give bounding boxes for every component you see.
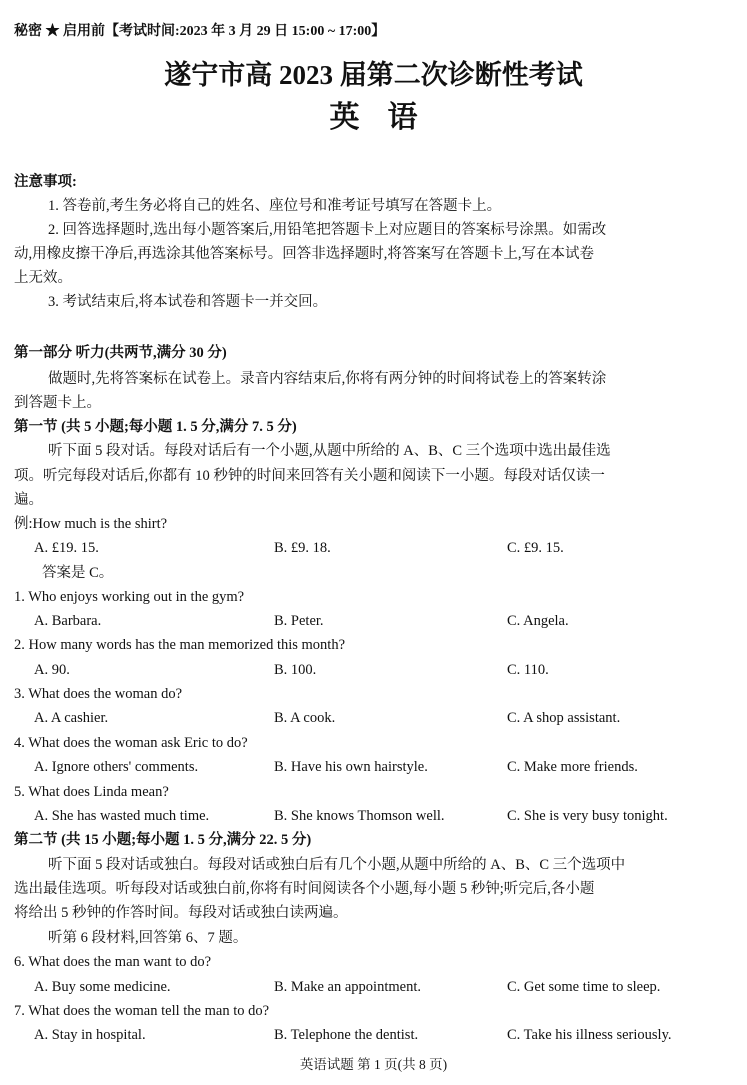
- section1-heading: [14, 417, 297, 437]
- q7-option-c: C. Take his illness seriously.: [507, 1027, 672, 1043]
- page-footer: 英语试题 第 1 页(共 8 页): [299, 1057, 448, 1072]
- question-1: 1. Who enjoys working out in the gym?: [14, 589, 245, 605]
- note-3: 3. 考试结束后,将本试卷和答题卡一并交回。: [48, 294, 328, 310]
- example-option-a: A. £19. 15.: [34, 540, 99, 556]
- q4-option-a: A. Ignore others' comments.: [34, 759, 199, 775]
- q5-option-c: C. She is very busy tonight.: [507, 808, 668, 824]
- q1-option-c: C. Angela.: [507, 613, 569, 629]
- q3-option-a: A. A cashier.: [34, 710, 109, 726]
- q7-option-a: A. Stay in hospital.: [34, 1027, 146, 1043]
- example-option-c: C. £9. 15.: [507, 540, 564, 556]
- section1-intro-line-1: 听下面 5 段对话。每段对话后有一个小题,从题中所给的 A、B、C 三个选项中选出最佳选: [48, 443, 611, 459]
- part1-heading: 第一部分 听力(共两节,满分 30 分): [14, 345, 227, 361]
- question-2: 2. How many words has the man memorized this month?: [14, 637, 346, 653]
- example-answer: 答案是 C。: [42, 565, 114, 581]
- note-2-line-2: 动,用橡皮擦干净后,再选涂其他答案标号。回答非选择题时,将答案写在答题卡上,写在本试卷: [14, 246, 594, 262]
- question-4: 4. What does the woman ask Eric to do?: [14, 735, 248, 751]
- question-3: 3. What does the woman do?: [14, 686, 183, 702]
- q5-option-b: B. She knows Thomson well.: [274, 808, 445, 824]
- part1-intro-line-2: 到答题卡上。: [14, 395, 101, 411]
- note-1: 1. 答卷前,考生务必将自己的姓名、座位号和准考证号填写在答题卡上。: [48, 198, 502, 214]
- section2-intro-line-3: 将给出 5 秒钟的作答时间。每段对话或独白读两遍。: [14, 905, 348, 921]
- q7-option-b: B. Telephone the dentist.: [274, 1027, 419, 1043]
- note-2-line-1: 2. 回答选择题时,选出每小题答案后,用铅笔把答题卡上对应题目的答案标号涂黑。如需改: [48, 222, 607, 238]
- question-5: 5. What does Linda mean?: [14, 784, 169, 800]
- q1-option-a: A. Barbara.: [34, 613, 102, 629]
- q1-option-b: B. Peter.: [274, 613, 324, 629]
- section2-intro-line-1: 听下面 5 段对话或独白。每段对话或独白后有几个小题,从题中所给的 A、B、C 三个选项中: [48, 857, 626, 873]
- section2-heading: [14, 830, 311, 850]
- q2-option-a: A. 90.: [34, 662, 70, 678]
- q6-option-b: B. Make an appointment.: [274, 979, 421, 995]
- note-2-line-3: 上无效。: [14, 270, 72, 286]
- section2-intro-line-2: 选出最佳选项。听每段对话或独白前,你将有时间阅读各个小题,每小题 5 秒钟;听完后,各小题: [14, 881, 595, 897]
- material-6-instruction: 听第 6 段材料,回答第 6、7 题。: [48, 930, 248, 946]
- q3-option-c: C. A shop assistant.: [507, 710, 621, 726]
- exam-time-line: 秘密 ★ 启用前【考试时间:2023 年 3 月 29 日 15:00 ~ 17:00】: [14, 24, 386, 39]
- section2-heading-text: 第二节 (共 15 小题;每小题 1. 5 分,满分 22. 5 分): [14, 832, 312, 848]
- q4-option-c: C. Make more friends.: [507, 759, 638, 775]
- q2-option-b: B. 100.: [274, 662, 317, 678]
- subject-title: 英语: [329, 101, 446, 134]
- q4-option-b: B. Have his own hairstyle.: [274, 759, 428, 775]
- question-6: 6. What does the man want to do?: [14, 954, 212, 970]
- q5-option-a: A. She has wasted much time.: [34, 808, 210, 824]
- section1-heading-text: 第一节 (共 5 小题;每小题 1. 5 分,满分 7. 5 分): [14, 419, 297, 435]
- q6-option-a: A. Buy some medicine.: [34, 979, 171, 995]
- q6-option-c: C. Get some time to sleep.: [507, 979, 661, 995]
- section1-intro-line-2: 项。听完每段对话后,你都有 10 秒钟的时间来回答有关小题和阅读下一小题。每段对话仅读一: [14, 468, 605, 484]
- part1-intro-line-1: 做题时,先将答案标在试卷上。录音内容结束后,你将有两分钟的时间将试卷上的答案转涂: [48, 371, 607, 387]
- example-option-b: B. £9. 18.: [274, 540, 331, 556]
- q2-option-c: C. 110.: [507, 662, 549, 678]
- exam-title: 遂宁市高 2023 届第二次诊断性考试: [164, 60, 583, 90]
- q3-option-b: B. A cook.: [274, 710, 336, 726]
- question-7: 7. What does the woman tell the man to do?: [14, 1003, 270, 1019]
- notes-heading: 注意事项:: [14, 174, 77, 190]
- section1-intro-line-3: 遍。: [14, 492, 43, 508]
- example-question: 例:How much is the shirt?: [14, 516, 168, 532]
